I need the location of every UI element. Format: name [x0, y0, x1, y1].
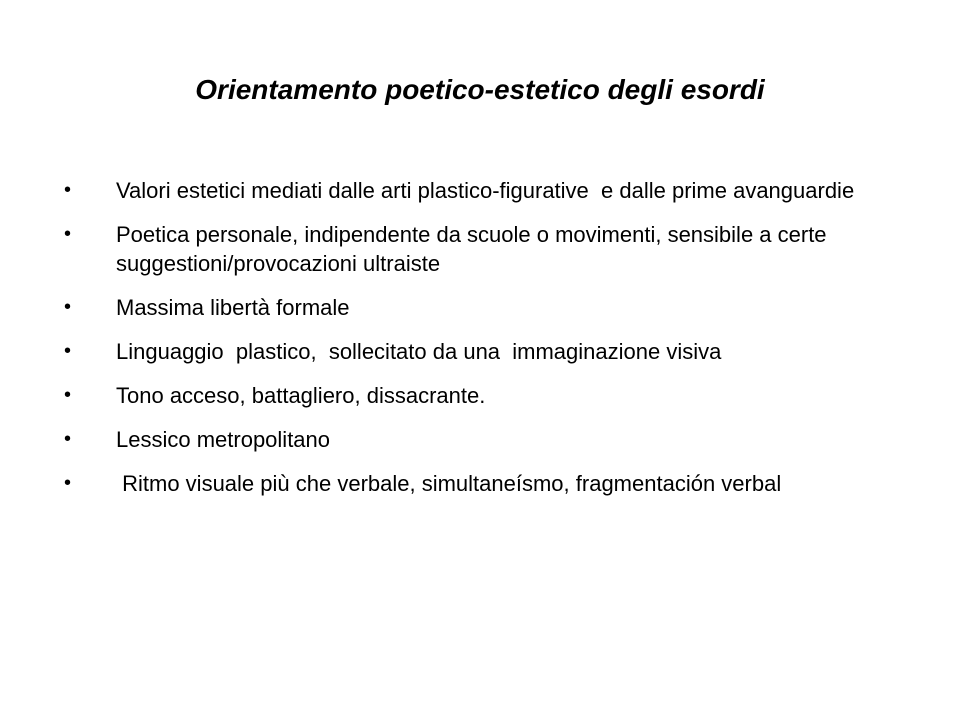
- bullet-item: [64, 337, 884, 366]
- bullet-dot-icon: •: [64, 296, 72, 318]
- bullet-text: Poetica personale, indipendente da scuole o movimenti, sensibile a certe suggestioni/provocazioni ultraiste: [116, 222, 833, 276]
- bullet-text: Lessico metropolitano: [116, 427, 331, 452]
- bullet-text: Massima libertà formale: [116, 295, 350, 320]
- bullet-dot-icon: •: [64, 384, 72, 406]
- bullet-item: [64, 220, 884, 278]
- slide-title: Orientamento poetico-estetico degli esordi: [195, 74, 765, 105]
- bullet-item: [64, 381, 884, 410]
- bullet-item: [64, 469, 884, 498]
- bullet-text: Linguaggio plastico, sollecitato da una immaginazione visiva: [116, 339, 722, 364]
- bullet-dot-icon: •: [64, 223, 72, 245]
- bullet-dot-icon: •: [64, 428, 72, 450]
- bullet-item: [64, 176, 884, 205]
- bullet-list: [64, 176, 884, 513]
- bullet-dot-icon: •: [64, 179, 72, 201]
- bullet-dot-icon: •: [64, 472, 72, 494]
- bullet-item: [64, 293, 884, 322]
- bullet-text: Tono acceso, battagliero, dissacrante.: [116, 383, 486, 408]
- bullet-text: Valori estetici mediati dalle arti plastico-figurative e dalle prime avanguardie: [116, 178, 855, 203]
- bullet-text: Ritmo visuale più che verbale, simultaneísmo, fragmentación verbal: [116, 471, 782, 496]
- bullet-dot-icon: •: [64, 340, 72, 362]
- bullet-item: [64, 425, 884, 454]
